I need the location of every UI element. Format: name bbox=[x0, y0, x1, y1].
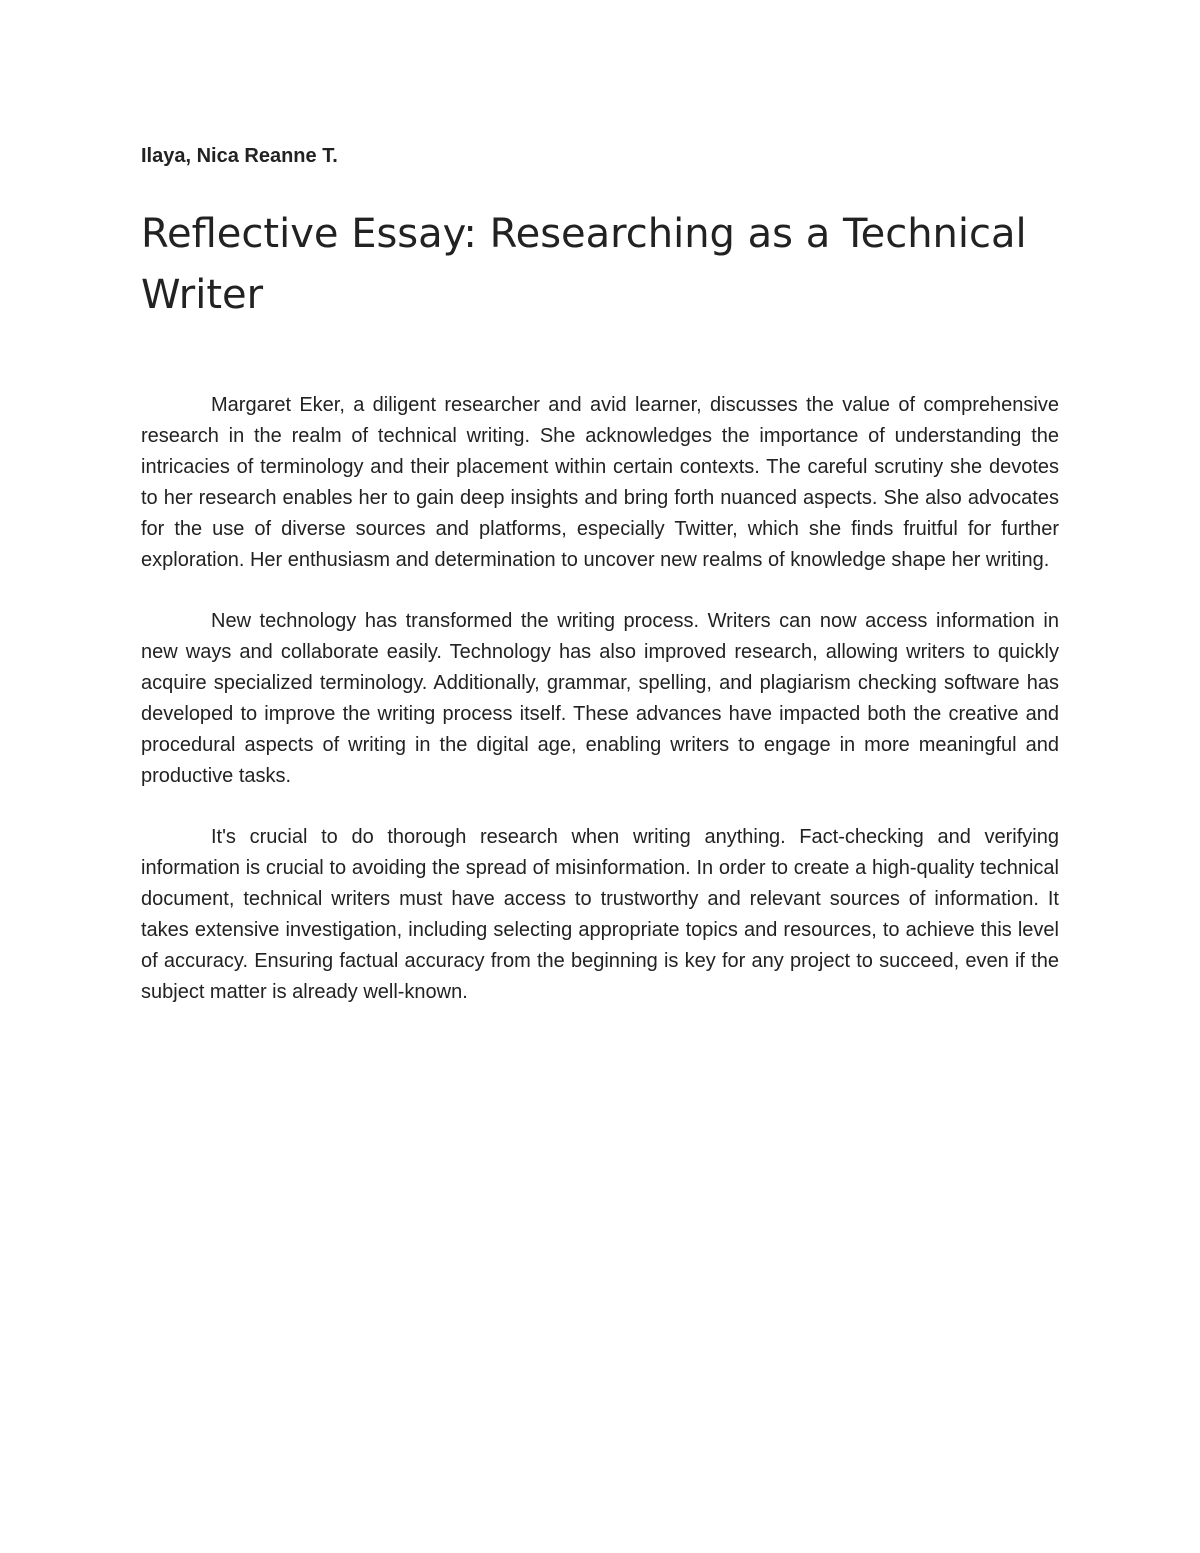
essay-title: Reflective Essay: Researching as a Technical Writer bbox=[141, 211, 1027, 318]
essay-body bbox=[141, 390, 1059, 1008]
author-name: Ilaya, Nica Reanne T. bbox=[141, 145, 338, 167]
document-content bbox=[141, 143, 1059, 1038]
paragraph-2: New technology has transformed the writing process. Writers can now access information in new ways and collaborate easily. Technology has also improved research, allowing writers to quickly acquire specialized terminology. Additionally, grammar, spelling, and plagiarism checking software has developed to improve the writing process itself. These advances have impacted both the creative and procedural aspects of writing in the digital age, enabling writers to engage in more meaningful and productive tasks. bbox=[141, 610, 1059, 787]
paragraph-1: Margaret Eker, a diligent researcher and avid learner, discusses the value of comprehensive research in the realm of technical writing. She acknowledges the importance of understanding the intricacies of terminology and their placement within certain contexts. The careful scrutiny she devotes to her research enables her to gain deep insights and bring forth nuanced aspects. She also advocates for the use of diverse sources and platforms, especially Twitter, which she finds fruitful for further exploration. Her enthusiasm and determination to uncover new realms of knowledge shape her writing. bbox=[141, 394, 1059, 571]
paragraph-3: It's crucial to do thorough research when writing anything. Fact-checking and verifying information is crucial to avoiding the spread of misinformation. In order to create a high-quality technical document, technical writers must have access to trustworthy and relevant sources of information. It takes extensive investigation, including selecting appropriate topics and resources, to achieve this level of accuracy. Ensuring factual accuracy from the beginning is key for any project to succeed, even if the subject matter is already well-known. bbox=[141, 826, 1059, 1003]
